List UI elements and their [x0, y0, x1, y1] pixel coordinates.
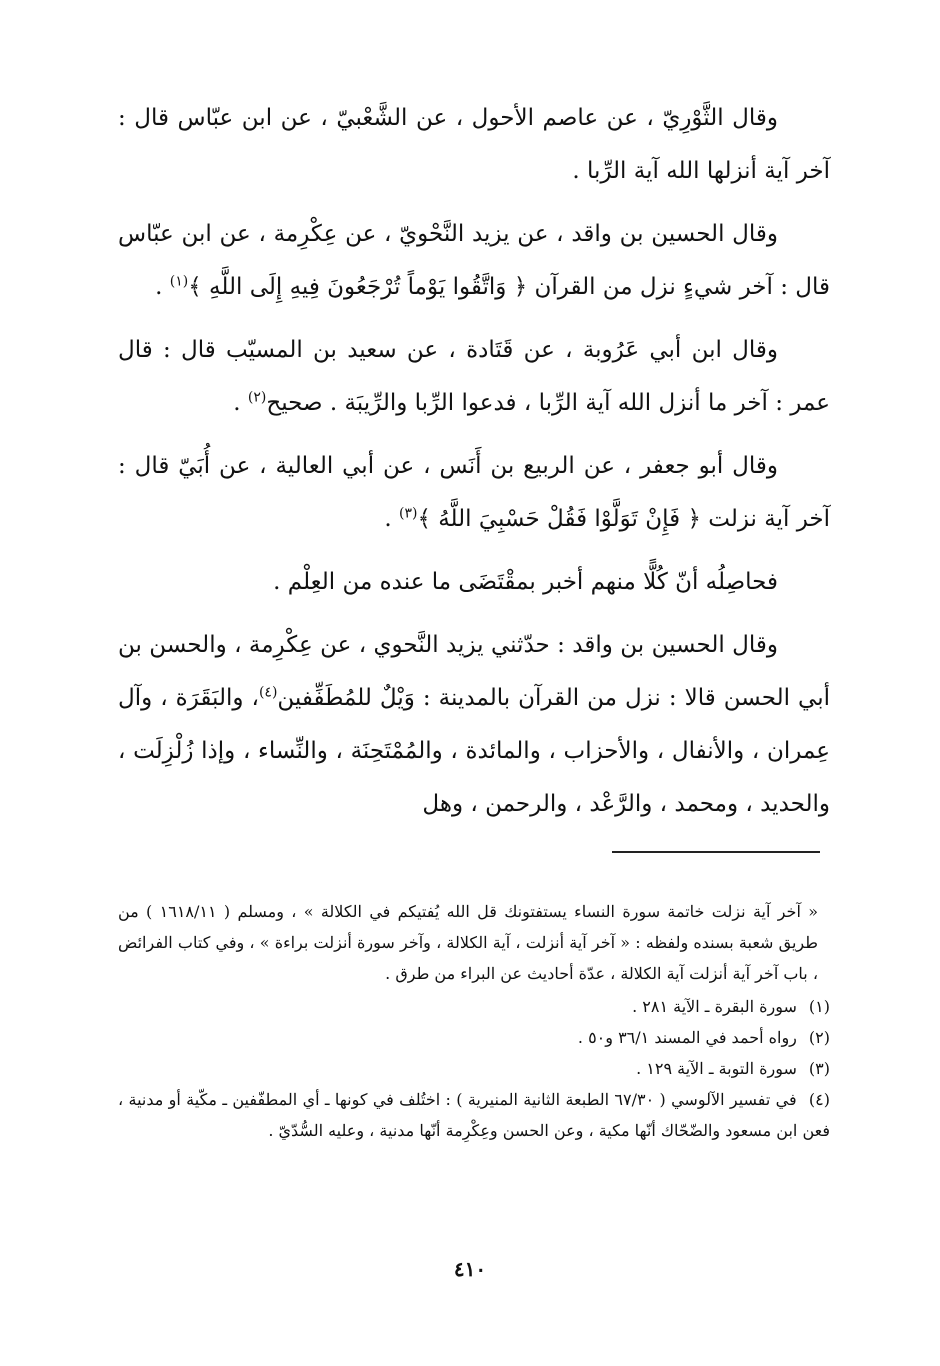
page-number: ٤١٠	[453, 1257, 487, 1281]
footnote-4-number: (٤)	[808, 1090, 831, 1109]
footnote-1-number: (١)	[808, 997, 830, 1016]
paragraph-4	[118, 440, 830, 546]
paragraph-2	[118, 208, 830, 314]
footnote-separator	[612, 851, 820, 853]
footnote-3-number: (٣)	[808, 1059, 830, 1078]
footnotes	[118, 896, 830, 1146]
footnote-1	[118, 991, 830, 1022]
footnote-2-number: (٢)	[808, 1028, 830, 1047]
footnote-2	[118, 1022, 830, 1053]
paragraph-3-text: وقال ابن أبي عَرُوبة ، عن قَتَادة ، عن سعيد بن المسيّب قال : قال عمر : آخر ما أنزل الله آية الرِّبا ، فدعوا الرِّبا والرِّيبَة . صحيح	[118, 337, 830, 416]
footnote-2-text: رواه أحمد في المسند ٣٦/١ و٥٠ .	[577, 1028, 797, 1047]
footnote-4-text: في تفسير الآلوسي ( ٦٧/٣٠ الطبعة الثانية المنيرية ) : اختُلف في كونها ـ أي المطفّفين ـ مكّية أو مدنية ، فعن ابن مسعود والضّحّاك أنّها مكية ، وعن الحسن وعِكْرِمة أنّها مدنية ، وعليه السُّدّيّ .	[118, 1090, 830, 1140]
paragraph-5	[118, 556, 830, 609]
footnote-continuation: « آخر آية نزلت خاتمة سورة النساء يستفتونك قل الله يُفتيكم في الكلالة » ، ومسلم ( ١٦١٨/١١ ) من طريق شعبة بسنده ولفظه : « آخر آية أنزلت ، آية الكلالة ، وآخر سورة أنزلت براءة » ، وفي كتاب الفرائض ، باب آخر آية أنزلت آية الكلالة ، عدّة أحاديث عن البراء من طرق .	[118, 902, 818, 983]
footnote-ref-2: (٢)	[247, 389, 267, 406]
paragraph-4-text: وقال أبو جعفر ، عن الربيع بن أَنَس ، عن أبي العالية ، عن أُبَيّ قال : آخر آية نزلت ﴿ فَإِنْ تَوَلَّوْا فَقُلْ حَسْبِيَ اللَّهُ ﴾	[118, 453, 830, 532]
paragraph-1	[118, 92, 830, 198]
footnote-3	[118, 1053, 830, 1084]
paragraph-4-trail: .	[384, 506, 399, 532]
paragraph-6-continuation: ، والبَقَرَة ، وآل عِمران ، والأنفال ، والأحزاب ، والمائدة ، والمُمْتَحِنَة ، والنِّساء ، وإذا زُلْزِلَت ، والحديد ، ومحمد ، والرَّعْد ، والرحمن ، وهل	[118, 685, 830, 817]
paragraph-5-text: فحاصِلُه أنّ كُلًّا منهم أخبر بمقْتَضَى ما عنده من العِلْم .	[273, 569, 778, 595]
paragraph-3-trail: .	[233, 390, 248, 416]
footnote-ref-1: (١)	[169, 273, 189, 290]
footnote-4	[118, 1084, 830, 1146]
footnote-1-text: سورة البقرة ـ الآية ٢٨١ .	[632, 997, 797, 1016]
paragraph-6-text: وقال الحسين بن واقد : حدّثني يزيد النَّحوي ، عن عِكْرِمة ، والحسن بن أبي الحسن قالا : نزل من القرآن بالمدينة : وَيْلٌ للمُطَفِّفين	[118, 632, 830, 711]
paragraph-2-trail: .	[155, 274, 170, 300]
paragraph-1-text: وقال الثَّوْرِيّ ، عن عاصم الأحول ، عن الشَّعْبيّ ، عن ابن عبّاس قال : آخر آية أنزلها الله آية الرِّبا .	[118, 105, 830, 184]
paragraph-3	[118, 324, 830, 430]
footnote-ref-3: (٣)	[398, 505, 418, 522]
main-text	[118, 92, 830, 831]
footnote-ref-4: (٤)	[258, 684, 278, 701]
paragraph-6	[118, 619, 830, 831]
footnote-3-text: سورة التوبة ـ الآية ١٢٩ .	[636, 1059, 797, 1078]
paragraph-2-text: وقال الحسين بن واقد ، عن يزيد النَّحْويّ ، عن عِكْرِمة ، عن ابن عبّاس قال : آخر شيءٍ نزل من القرآن ﴿ وَاتَّقُوا يَوْماً تُرْجَعُونَ فِيهِ إِلَى اللَّهِ ﴾	[118, 221, 830, 300]
